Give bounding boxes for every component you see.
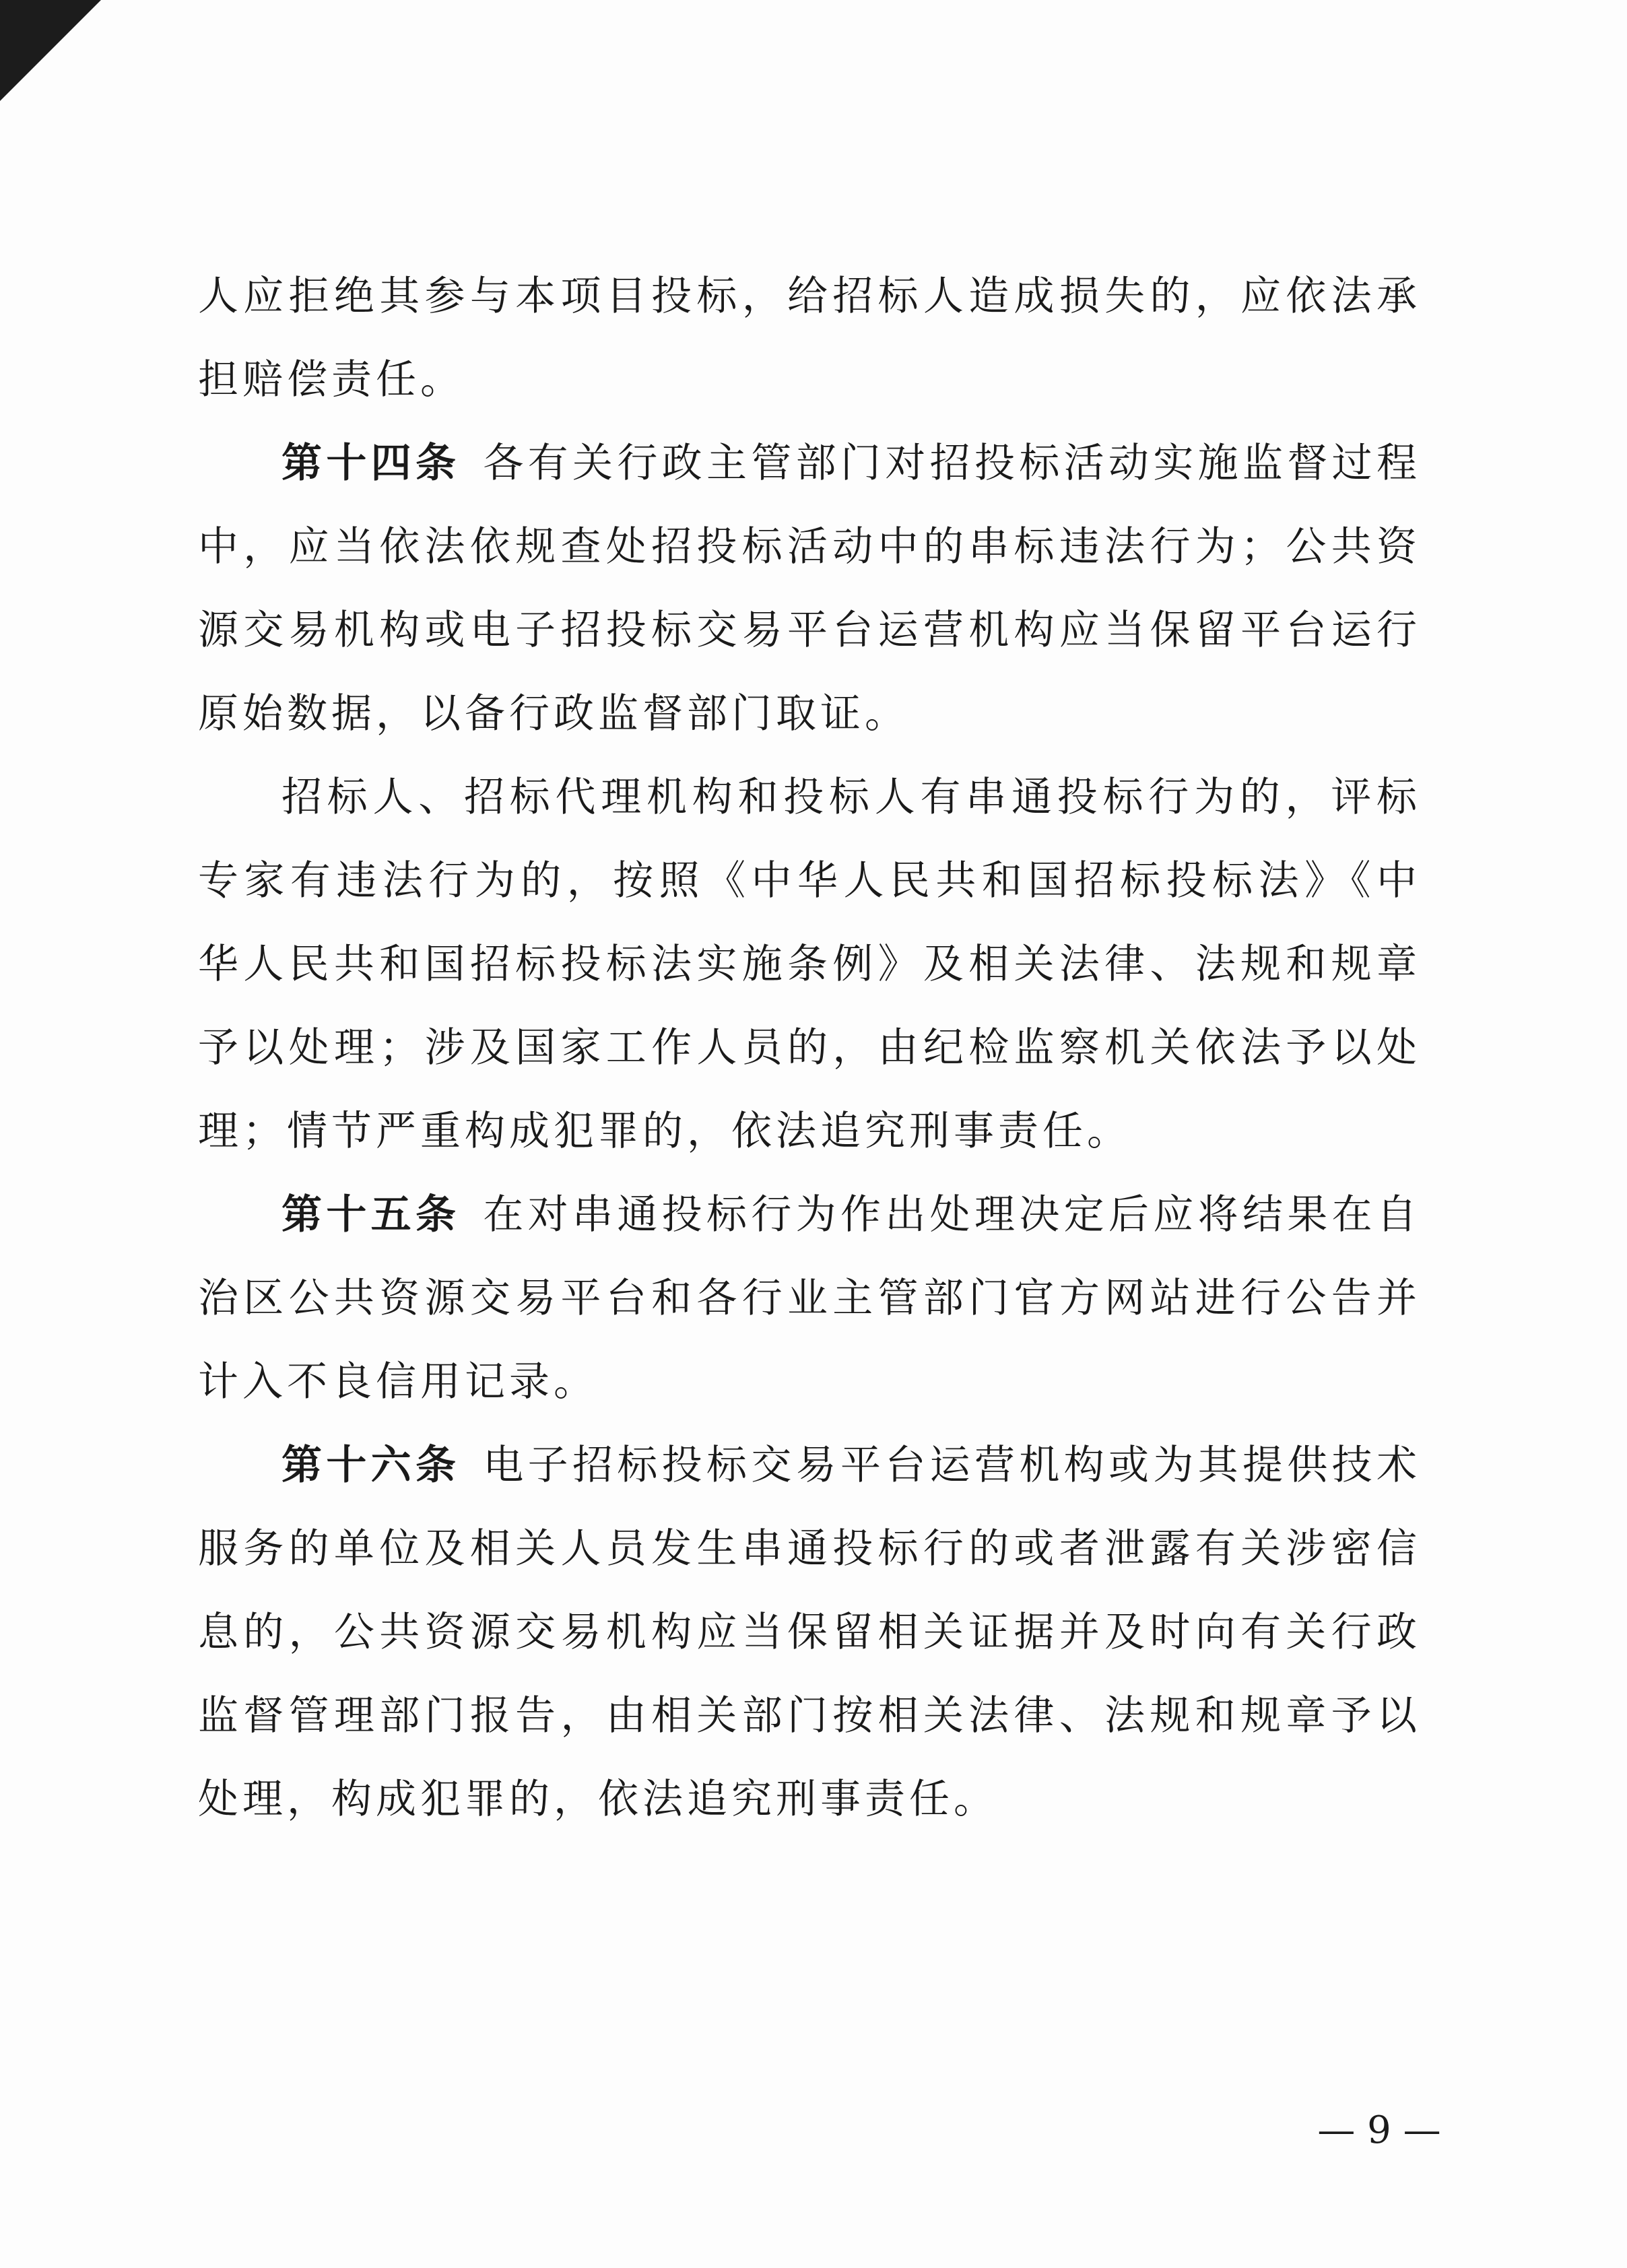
- scan-corner-shadow: [0, 0, 101, 101]
- paragraph-penalties: [198, 756, 1421, 1173]
- article-label: 第十四条: [281, 440, 461, 487]
- paragraph-text: 人应拒绝其参与本项目投标，给招标人造成损失的，应依法承担赔偿责任。: [198, 273, 1421, 403]
- paragraph-article-14: [198, 422, 1421, 756]
- paragraph-article-15: [198, 1173, 1421, 1424]
- paragraph-text: 在对串通投标行为作出处理决定后应将结果在自治区公共资源交易平台和各行业主管部门官方网站进行公告并计入不良信用记录。: [198, 1191, 1422, 1405]
- paragraph-text: 电子招标投标交易平台运营机构或为其提供技术服务的单位及相关人员发生串通投标行的或者泄露有关涉密信息的，公共资源交易机构应当保留相关证据并及时向有关行政监督管理部门报告，由相关部门按相关法律、法规和规章予以处理，构成犯罪的，依法追究刑事责任。: [198, 1442, 1422, 1823]
- article-label: 第十六条: [281, 1442, 461, 1489]
- paragraph-text: 招标人、招标代理机构和投标人有串通投标行为的，评标专家有违法行为的，按照《中华人民共和国招标投标法》《中华人民共和国招标投标法实施条例》及相关法律、法规和规章予以处理；涉及国家工作人员的，由纪检监察机关依法予以处理；情节严重构成犯罪的，依法追究刑事责任。: [198, 774, 1421, 1155]
- paragraph-article-16: [198, 1424, 1421, 1841]
- document-body: [198, 255, 1421, 1841]
- article-label: 第十五条: [281, 1191, 461, 1238]
- page-number: — 9 —: [1317, 2108, 1441, 2152]
- paragraph-text: 各有关行政主管部门对招投标活动实施监督过程中，应当依法依规查处招投标活动中的串标违法行为；公共资源交易机构或电子招投标交易平台运营机构应当保留平台运行原始数据，以备行政监督部门取证。: [198, 440, 1422, 737]
- paragraph-continuation: [198, 255, 1421, 422]
